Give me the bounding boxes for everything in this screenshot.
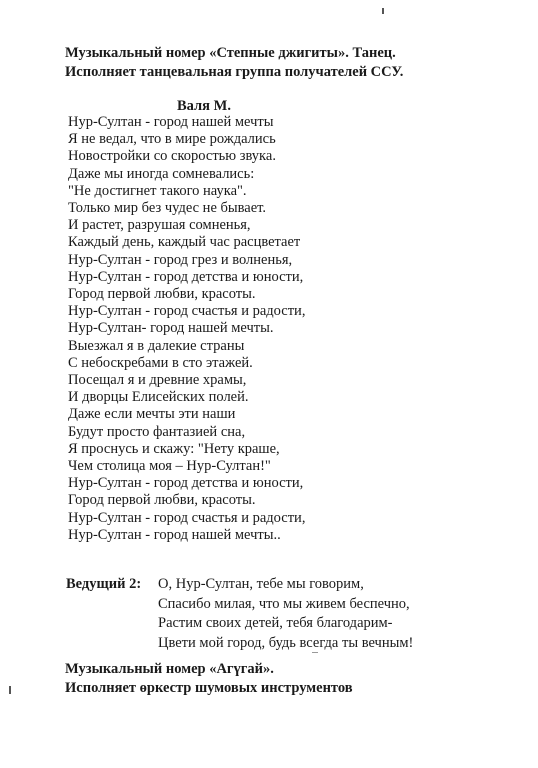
poem-line: "Не достигнет такого наука". [68,182,247,199]
poem-line: Я не ведал, что в мире рождались [68,131,276,148]
poem-line: Посещал я и древние храмы, [68,372,247,389]
poem-line: Нур-Султан - город счастья и радости, [68,509,306,526]
poem-line: Даже если мечты эти наши [68,406,236,423]
poem-line: Даже мы иногда сомневались: [68,165,255,182]
poem-line: Выезжал я в далекие страны [68,337,245,354]
host-line: Спасибо милая, что мы живем беспечно, [158,595,410,612]
poem-line: Нур-Султан - город нашей мечты.. [68,526,281,543]
poem-line: Нур-Султан - город детства и юности, [68,268,304,285]
host-line: Цвети мой город, будь всегда ты вечным! [158,634,414,651]
act-title: Музыкальный номер «Степные джигиты». Танец. [65,45,396,61]
poem-line: Будут просто фантазией сна, [68,423,246,440]
poem-line: Нур-Султан - город нашей мечты [68,114,274,130]
poem-line: Нур-Султан - город детства и юности, [68,475,304,492]
poem-line: Нур-Султан- город нашей мечты. [68,320,274,337]
poem-author: Валя М. [177,98,231,114]
poem-line: Новостройки со скоростью звука. [68,148,276,165]
scan-speck [312,652,318,653]
host-speech [158,575,413,653]
poem-line: С небоскребами в сто этажей. [68,354,253,371]
poem-line: И растет, разрушая сомненья, [68,217,251,234]
scan-speck [9,686,11,694]
act-performer: Исполняет өркестр шумовых инструментов [65,680,353,696]
poem-line: Я проснусь и скажу: "Нету краше, [68,440,280,457]
act-heading-dance [65,44,403,82]
scan-speck [382,8,384,14]
poem-line: Город первой любви, красоты. [68,492,256,509]
poem-line: Нур-Султан - город счастья и радости, [68,303,306,320]
poem-line: Нур-Султан - город грез и волненья, [68,251,293,268]
act-performer: Исполняет танцевальная группа получателей ССУ. [65,64,404,80]
act-heading-orchestra [65,660,353,698]
host-line: Растим своих детей, тебя благодарим- [158,615,393,631]
poem-line: И дворцы Елисейских полей. [68,389,249,406]
poem-line: Каждый день, каждый час расцветает [68,234,301,251]
host-label: Ведущий 2: [66,576,142,592]
act-title: Музыкальный номер «Агүгай». [65,661,274,677]
host-line: О, Нур-Султан, тебе мы говорим, [158,576,364,592]
poem-line: Чем столица моя – Нур-Султан!" [68,458,271,475]
poem-line: Город первой любви, красоты. [68,286,256,303]
poem-text [68,114,305,544]
poem-line: Только мир без чудес не бывает. [68,200,267,217]
